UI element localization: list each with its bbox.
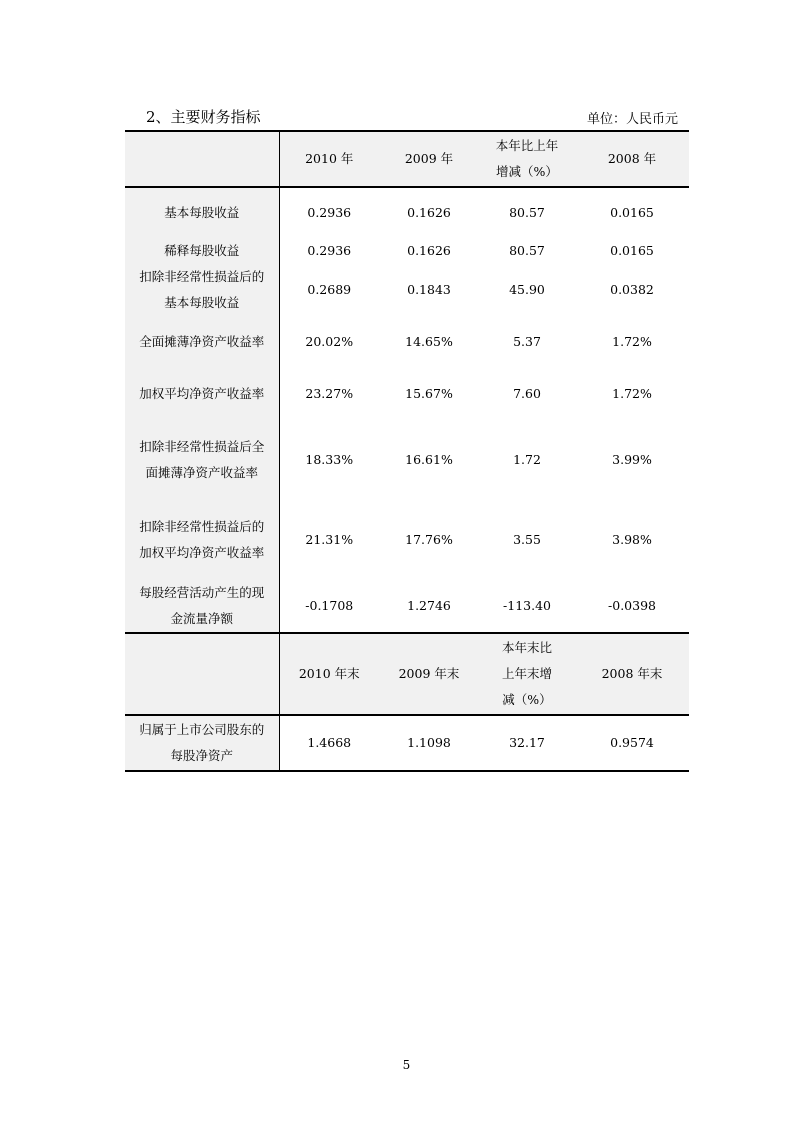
table-cell: 21.31% bbox=[305, 532, 354, 547]
row-label-text: 加权平均净资产收益率 bbox=[139, 386, 265, 401]
table-row bbox=[125, 368, 689, 420]
table-row bbox=[125, 715, 689, 771]
table-cell: 0.0382 bbox=[610, 282, 654, 297]
row-label: 稀释每股收益 bbox=[125, 237, 279, 264]
row-label-text: 全面摊薄净资产收益率 bbox=[139, 334, 265, 349]
row-label-text: 扣除非经常性损益后的基本每股收益 bbox=[139, 269, 265, 310]
table-header-row bbox=[125, 131, 689, 187]
table-cell: -0.0398 bbox=[608, 598, 656, 613]
header-cell-text: 本年比上年增减（%） bbox=[495, 138, 559, 179]
header-cell bbox=[479, 633, 575, 715]
table-cell: 1.72% bbox=[612, 334, 652, 349]
table-cell: 16.61% bbox=[405, 452, 453, 467]
row-label-text: 归属于上市公司股东的每股净资产 bbox=[139, 722, 265, 763]
table-cell: 0.2936 bbox=[307, 242, 352, 258]
table-cell: 1.4668 bbox=[279, 715, 379, 771]
table-cell: 0.2936 bbox=[307, 204, 352, 220]
row-label bbox=[125, 316, 279, 368]
table-cell: 0.1626 bbox=[407, 204, 451, 220]
row-label-text: 每股经营活动产生的现金流量净额 bbox=[139, 585, 265, 626]
table-cell: 0.1843 bbox=[407, 282, 451, 297]
header-cell bbox=[479, 131, 575, 187]
table-cell: 1.2746 bbox=[407, 598, 451, 613]
table-row bbox=[125, 316, 689, 368]
header-cell: 2010 年末 bbox=[279, 633, 379, 715]
table-cell: 1.1098 bbox=[379, 715, 479, 771]
header-cell: 2008 年 bbox=[575, 131, 689, 187]
table-row bbox=[125, 187, 689, 237]
page-number: 5 bbox=[402, 1058, 411, 1072]
row-label bbox=[125, 500, 279, 580]
row-label bbox=[125, 420, 279, 500]
header-blank-cell bbox=[125, 131, 279, 187]
table-row bbox=[125, 420, 689, 500]
row-label-text: 扣除非经常性损益后全面摊薄净资产收益率 bbox=[139, 439, 265, 480]
table-cell: 23.27% bbox=[305, 386, 354, 401]
header-cell: 2009 年 bbox=[379, 131, 479, 187]
table-cell: 0.2689 bbox=[307, 282, 352, 297]
table-cell: -0.1708 bbox=[305, 598, 354, 613]
row-label bbox=[125, 264, 279, 316]
table-cell: 3.98% bbox=[612, 532, 652, 547]
table-cell: 3.99% bbox=[612, 452, 652, 467]
header-blank-cell bbox=[125, 633, 279, 715]
table-cell: 0.9574 bbox=[575, 715, 689, 771]
table-cell: 15.67% bbox=[405, 386, 453, 401]
table-cell: -113.40 bbox=[503, 598, 551, 613]
section-heading: 2、主要财务指标 bbox=[146, 108, 261, 126]
table-cell: 20.02% bbox=[305, 334, 354, 349]
header-cell: 2010 年 bbox=[279, 131, 379, 187]
table-cell: 3.55 bbox=[513, 532, 541, 547]
table-cell: 5.37 bbox=[513, 334, 541, 349]
table-cell: 45.90 bbox=[509, 282, 545, 297]
table-row bbox=[125, 264, 689, 316]
currency-unit: 单位：人民币元 bbox=[587, 112, 679, 127]
row-label: 基本每股收益 bbox=[125, 187, 279, 237]
table-cell: 1.72 bbox=[513, 452, 541, 467]
table-header-row bbox=[125, 633, 689, 715]
table-cell: 1.72% bbox=[612, 386, 652, 401]
row-label bbox=[125, 580, 279, 633]
row-label bbox=[125, 368, 279, 420]
row-label bbox=[125, 715, 279, 771]
header-cell: 2009 年末 bbox=[379, 633, 479, 715]
header-cell: 2008 年末 bbox=[575, 633, 689, 715]
table-cell: 7.60 bbox=[513, 386, 541, 401]
table-row bbox=[125, 580, 689, 633]
table-row bbox=[125, 237, 689, 264]
header-cell-text: 本年末比上年末增减（%） bbox=[501, 640, 552, 707]
row-label-text: 扣除非经常性损益后的加权平均净资产收益率 bbox=[139, 519, 265, 560]
table-cell: 17.76% bbox=[405, 532, 453, 547]
table-cell: 0.0165 bbox=[610, 242, 654, 258]
table-cell: 0.0165 bbox=[610, 204, 654, 220]
table-cell: 18.33% bbox=[305, 452, 354, 467]
table-cell: 32.17 bbox=[479, 715, 575, 771]
table-row bbox=[125, 500, 689, 580]
table-cell: 14.65% bbox=[405, 334, 453, 349]
table-cell: 80.57 bbox=[509, 242, 545, 258]
table-cell: 80.57 bbox=[509, 204, 545, 220]
financial-indicators-table bbox=[125, 130, 689, 772]
table-cell: 0.1626 bbox=[407, 242, 451, 258]
